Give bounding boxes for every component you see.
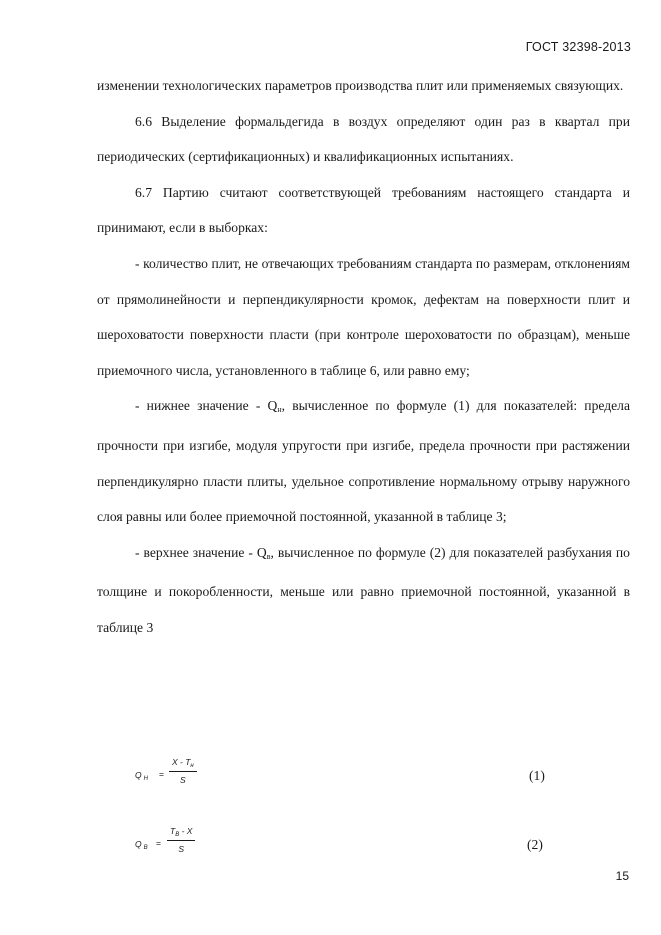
list-item-plate-count: - количество плит, не отвечающих требованиям стандарта по размерам, отклонениям от прямолинейности и перпендикулярности кромок, дефектам на поверхности плит и шероховатости поверхности пласти (при контроле шероховатости по образцам), меньше приемочного числа, установленного в таблице 6, или равно ему; xyxy=(97,255,630,378)
paragraph-6-6: 6.6 Выделение формальдегида в воздух определяют один раз в квартал при периодических (сертификационных) и квалификационных испытаниях. xyxy=(97,113,630,165)
text-fragment: , вычисленное по формуле (2) для показателей разбухания по толщине и покоробленности, меньше или равно приемочной постоянной, указанной в таблице 3 xyxy=(97,544,630,635)
formula-symbol: T xyxy=(170,826,176,836)
formula-symbol: Q xyxy=(135,839,142,849)
formula-symbol: Q xyxy=(135,770,142,780)
formula-fraction xyxy=(167,826,195,854)
page-number: 15 xyxy=(615,869,629,883)
subscript: в xyxy=(266,551,271,561)
equals-sign: = xyxy=(159,769,164,779)
subscript: н xyxy=(277,405,282,415)
formula-lhs xyxy=(135,839,148,851)
text-fragment: - верхнее значение - Q xyxy=(135,544,267,560)
document-header: ГОСТ 32398-2013 xyxy=(525,40,631,54)
formula-lhs xyxy=(135,770,148,782)
paragraph-continuation: изменении технологических параметров производства плит или применяемых связующих. xyxy=(97,78,624,93)
formula-subscript: H xyxy=(143,776,148,782)
document-body xyxy=(97,68,630,646)
text-fragment: , вычисленное по формуле (1) для показателей: предела прочности при изгибе, модуля упругости при изгибе, предела прочности при растяжении перпендикулярно пласти плиты, удельное сопротивление нормальному отрыву наружного слоя равны или более приемочной постоянной, указанной в таблице 3; xyxy=(97,398,630,525)
formula-denominator: S xyxy=(178,844,185,854)
formula-subscript: B xyxy=(143,845,148,851)
formula-subscript: н xyxy=(190,763,194,769)
list-item-lower-value xyxy=(97,388,630,534)
formula-subscript: B xyxy=(175,832,180,838)
formula-number: (1) xyxy=(529,768,545,783)
formula-number: (2) xyxy=(527,837,543,852)
text-fragment: - нижнее значение - Q xyxy=(135,398,278,414)
formula-2 xyxy=(133,826,553,866)
equals-sign: = xyxy=(156,838,161,848)
list-item-upper-value xyxy=(97,535,630,646)
formula-1 xyxy=(133,757,553,797)
formula-symbol: - X xyxy=(179,826,193,836)
formula-symbol: X - T xyxy=(172,757,191,767)
formula-numerator xyxy=(167,826,195,841)
formula-denominator: S xyxy=(180,775,186,785)
formula-fraction xyxy=(169,757,197,785)
paragraph-6-7: 6.7 Партию считают соответствующей требованиям настоящего стандарта и принимают, если в выборках: xyxy=(97,184,630,236)
formula-numerator xyxy=(169,757,197,772)
